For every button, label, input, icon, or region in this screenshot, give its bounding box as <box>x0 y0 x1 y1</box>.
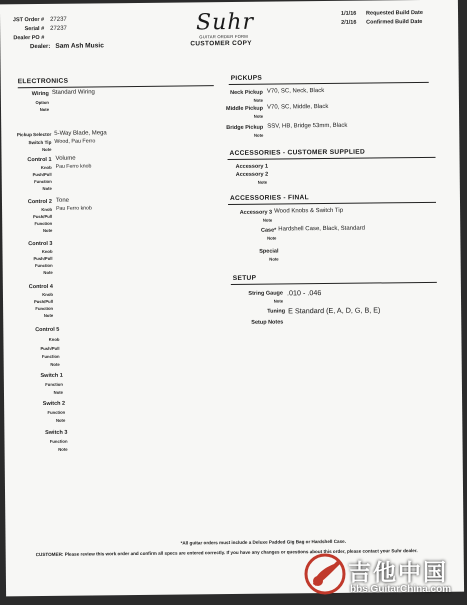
control3-note-label: Note <box>43 269 53 275</box>
accessory3-label: Accessory 3 <box>239 209 273 216</box>
electronics-rule <box>18 85 214 88</box>
switch-tip-label: Switch Tip <box>28 139 52 146</box>
control1-label: Control 1 <box>27 156 52 164</box>
case-note-label: Note <box>267 235 277 241</box>
control2-knob-value: Pau Ferro knob <box>56 205 92 212</box>
serial-label: Serial # <box>24 25 45 33</box>
control1-knob-value: Pau Ferro knob <box>55 163 92 170</box>
control2-label: Control 2 <box>27 198 53 206</box>
jst-order-value: 27237 <box>50 16 67 23</box>
middle-pickup-value: V70, SC, Middle, Black <box>266 103 329 111</box>
acc-customer-note-label: Note <box>257 179 268 185</box>
switch-tip-note-label: Note <box>42 146 52 152</box>
wiring-value: Standard Wiring <box>51 89 95 96</box>
control2-knob-label: Knob <box>41 206 53 212</box>
accessory2-label: Accessory 2 <box>235 171 269 178</box>
copy-title: CUSTOMER COPY <box>190 39 252 48</box>
requested-date: 1/1/16 <box>340 10 357 17</box>
acc-customer-title: ACCESSORIES - CUSTOMER SUPPLIED <box>229 148 366 158</box>
control1-pushpull-label: Push/Pull <box>32 171 52 178</box>
switch3-note-label: Note <box>58 446 68 452</box>
control3-knob-label: Knob <box>41 248 53 254</box>
special-note-label: Note <box>269 256 279 262</box>
electronics-title: ELECTRONICS <box>17 77 69 86</box>
setup-notes-label: Setup Notes <box>251 319 284 326</box>
acc-final-rule <box>228 202 436 205</box>
setup-title: SETUP <box>232 274 257 282</box>
suhr-logo: Suhr <box>195 9 255 36</box>
control3-label: Control 3 <box>28 240 53 248</box>
confirmed-date: 2/1/16 <box>341 19 357 26</box>
dealer-label: Dealer: <box>29 43 51 51</box>
control5-note-label: Note <box>50 361 60 367</box>
control3-pushpull-label: Push/Pull <box>33 255 53 262</box>
middle-pickup-label: Middle Pickup <box>226 105 264 113</box>
watermark-title: 吉他中国 <box>348 560 448 586</box>
acc-customer-rule <box>228 157 436 160</box>
customer-review-note: CUSTOMER: Please review this work order and confirm all specs are entered correctly. If you have any changes or questions about this order, please contact your Suhr dealer. <box>35 548 418 558</box>
accessory3-value: Wood Knobs & Switch Tip <box>274 207 344 215</box>
pickup-selector-value: 5-Way Blade, Mega <box>54 130 107 137</box>
control4-function-label: Function <box>35 305 54 312</box>
tuning-label: Tuning <box>267 308 286 315</box>
control4-note-label: Note <box>43 312 54 318</box>
control3-function-label: Function <box>34 262 53 269</box>
neck-pickup-label: Neck Pickup <box>230 89 263 97</box>
pickups-title: PICKUPS <box>230 74 263 83</box>
case-label: Case* <box>260 227 277 234</box>
case-requirement-note: *All guitar orders must include a Deluxe Padded Gig Bag or Hardshell Case. <box>180 538 347 546</box>
jst-order-label: JST Order # <box>12 16 45 24</box>
wiring-label: Wiring <box>31 90 49 98</box>
dealer-po-label: Dealer PO # <box>13 34 45 42</box>
confirmed-label: Confirmed Build Date <box>366 18 423 26</box>
case-value: Hardshell Case, Black, Standard <box>278 225 366 233</box>
switch1-note-label: Note <box>53 389 64 395</box>
form-name: GUITAR ORDER FORM <box>199 33 248 40</box>
switch1-label: Switch 1 <box>40 372 63 380</box>
switch-tip-value: Wood, Pau Ferro <box>54 138 96 145</box>
string-gauge-value: .010 - .046 <box>286 288 322 298</box>
control1-note-label: Note <box>42 185 52 191</box>
switch2-function-label: Function <box>47 409 66 415</box>
acc-final-title: ACCESSORIES - FINAL <box>229 194 309 203</box>
control5-label: Control 5 <box>35 326 60 334</box>
control1-knob-label: Knob <box>40 164 52 170</box>
switch1-function-label: Function <box>45 381 63 387</box>
neck-pickup-note-label: Note <box>253 97 263 103</box>
bridge-pickup-label: Bridge Pickup <box>226 124 264 132</box>
serial-value: 27237 <box>50 25 67 32</box>
site-watermark <box>298 548 466 600</box>
control5-function-label: Function <box>41 353 60 359</box>
pickups-rule <box>229 82 429 85</box>
control4-label: Control 4 <box>28 283 53 291</box>
wiring-option-label: Option <box>35 99 49 106</box>
tuning-value: E Standard (E, A, D, G, B, E) <box>288 305 381 316</box>
bridge-pickup-note-label: Note <box>253 132 264 138</box>
control2-pushpull-label: Push/Pull <box>33 213 53 220</box>
switch2-note-label: Note <box>55 417 66 423</box>
control1-function-label: Function <box>34 178 52 185</box>
string-gauge-label: String Gauge <box>248 290 283 297</box>
dealer-value: Sam Ash Music <box>55 42 104 50</box>
neck-pickup-value: V70, SC, Neck, Black <box>266 88 325 95</box>
control2-function-label: Function <box>34 220 53 227</box>
watermark-url: bbs.GuitarChina.com <box>350 584 452 595</box>
middle-pickup-note-label: Note <box>253 113 264 119</box>
bridge-pickup-value: SSV, HB, Bridge 53mm, Black <box>267 122 348 130</box>
string-gauge-note-label: Note <box>273 298 284 304</box>
control1-value: Volume <box>55 155 76 162</box>
switch3-function-label: Function <box>49 438 68 444</box>
switch2-label: Switch 2 <box>42 400 66 407</box>
requested-label: Requested Build Date <box>365 9 423 17</box>
accessory3-note-label: Note <box>262 217 273 223</box>
pickup-selector-label: Pickup Selector <box>16 131 52 138</box>
control2-note-label: Note <box>42 227 53 233</box>
control4-pushpull-label: Push/Pull <box>33 298 54 305</box>
setup-rule <box>231 282 437 285</box>
control5-pushpull-label: Push/Pull <box>40 345 60 352</box>
control2-value: Tone <box>55 197 70 204</box>
special-label: Special <box>259 248 279 255</box>
switch3-label: Switch 3 <box>45 429 68 436</box>
control5-knob-label: Knob <box>48 336 60 342</box>
control4-knob-label: Knob <box>42 291 53 297</box>
wiring-note-label: Note <box>39 106 50 113</box>
accessory1-label: Accessory 1 <box>235 163 269 170</box>
